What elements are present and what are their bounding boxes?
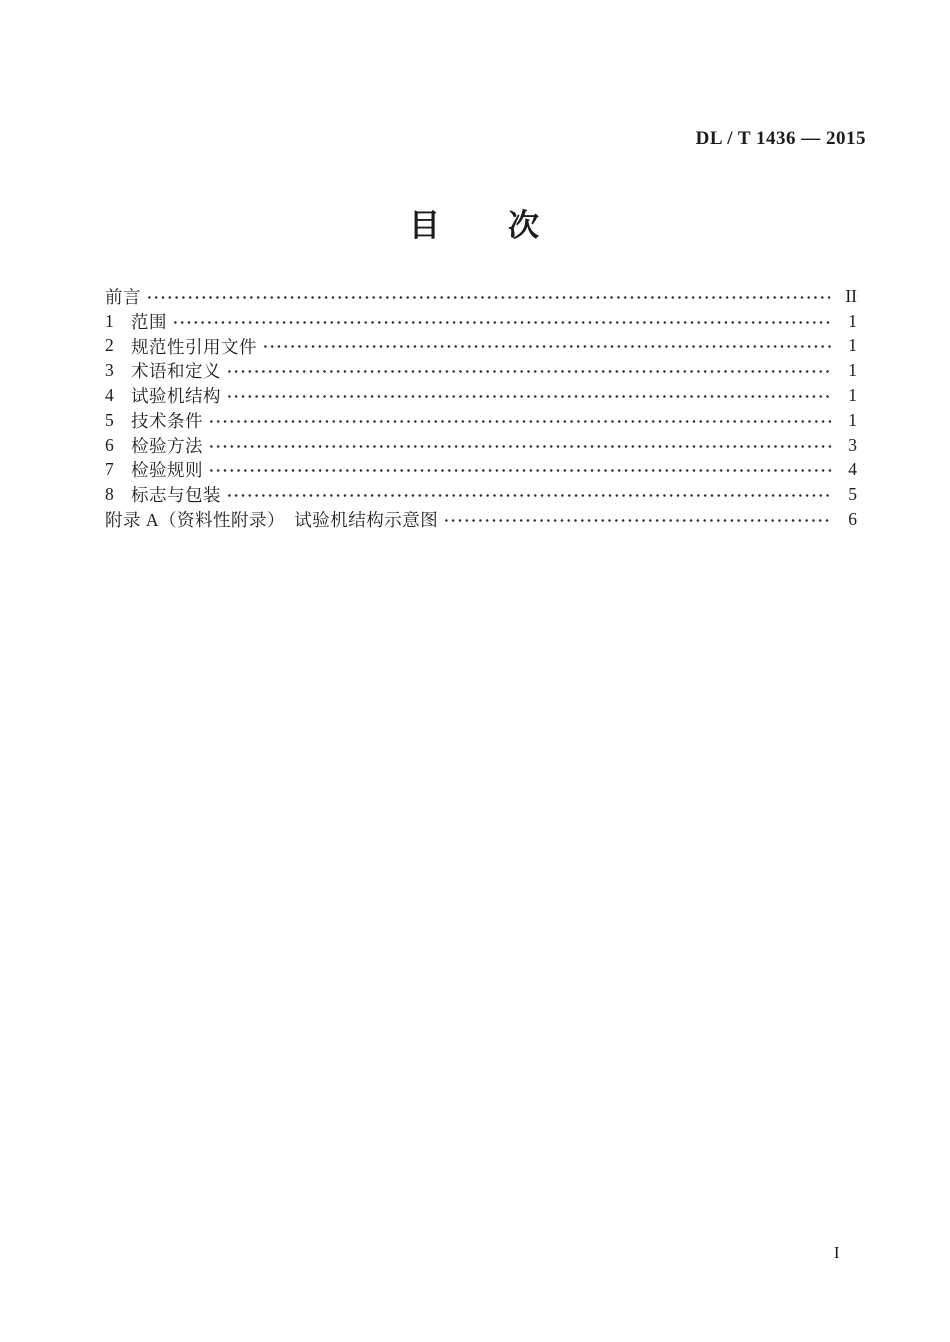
dot-leader [226,482,832,507]
toc-entry-page: 3 [848,434,857,455]
dot-leader [208,458,832,483]
toc-entry-label: 技术条件 [131,410,203,431]
toc-entry-label: 规范性引用文件 [131,336,257,357]
toc-entry-label: 前言 [105,286,141,307]
toc-entry-label: 术语和定义 [131,361,221,382]
dot-leader [443,507,832,532]
toc-entry-number: 7 [105,459,114,480]
toc-entry-number: 3 [105,360,114,381]
toc-entry-page: 1 [848,385,857,406]
dot-leader [226,383,832,408]
toc-entry-number: 4 [105,385,114,406]
toc-entry-number: 6 [105,434,114,455]
toc-entry-number: 8 [105,484,114,505]
toc-entry-label: 检验方法 [131,435,203,456]
toc-entry-label: 检验规则 [131,460,203,481]
toc-entry-page: 1 [848,409,857,430]
dot-leader [226,358,832,383]
toc-entry [105,458,857,483]
footer-page-number: I [833,1243,840,1262]
toc-entry-page: II [845,285,857,306]
toc-entry-page: 6 [848,509,857,530]
dot-leader [262,334,832,359]
toc-entry [105,284,857,309]
toc-entry-number: 1 [105,310,114,331]
toc-entry [105,334,857,359]
toc-entry [105,482,857,507]
toc-entry [105,433,857,458]
toc-entry-label: 范围 [131,311,167,332]
toc-entry [105,383,857,408]
toc-entry-page: 5 [848,484,857,505]
toc-entry-number: 5 [105,409,114,430]
toc-entry-page: 1 [848,310,857,331]
toc-entry-label: 附录 A（资料性附录） 试验机结构示意图 [105,510,439,531]
toc-entry [105,358,857,383]
toc-entry-page: 4 [848,459,857,480]
toc-entry [105,507,857,532]
toc-entry [105,408,857,433]
dot-leader [208,408,832,433]
toc-entry-page: 1 [848,335,857,356]
table-of-contents [105,284,857,532]
page-title: 目 次 [409,208,541,243]
dot-leader [172,309,832,334]
dot-leader [146,284,832,309]
toc-entry-number: 2 [105,335,114,356]
toc-entry-label: 标志与包装 [131,485,221,506]
toc-entry [105,309,857,334]
standard-code: DL / T 1436 — 2015 [695,128,866,149]
toc-entry-page: 1 [848,360,857,381]
toc-entry-label: 试验机结构 [131,386,221,407]
dot-leader [208,433,832,458]
